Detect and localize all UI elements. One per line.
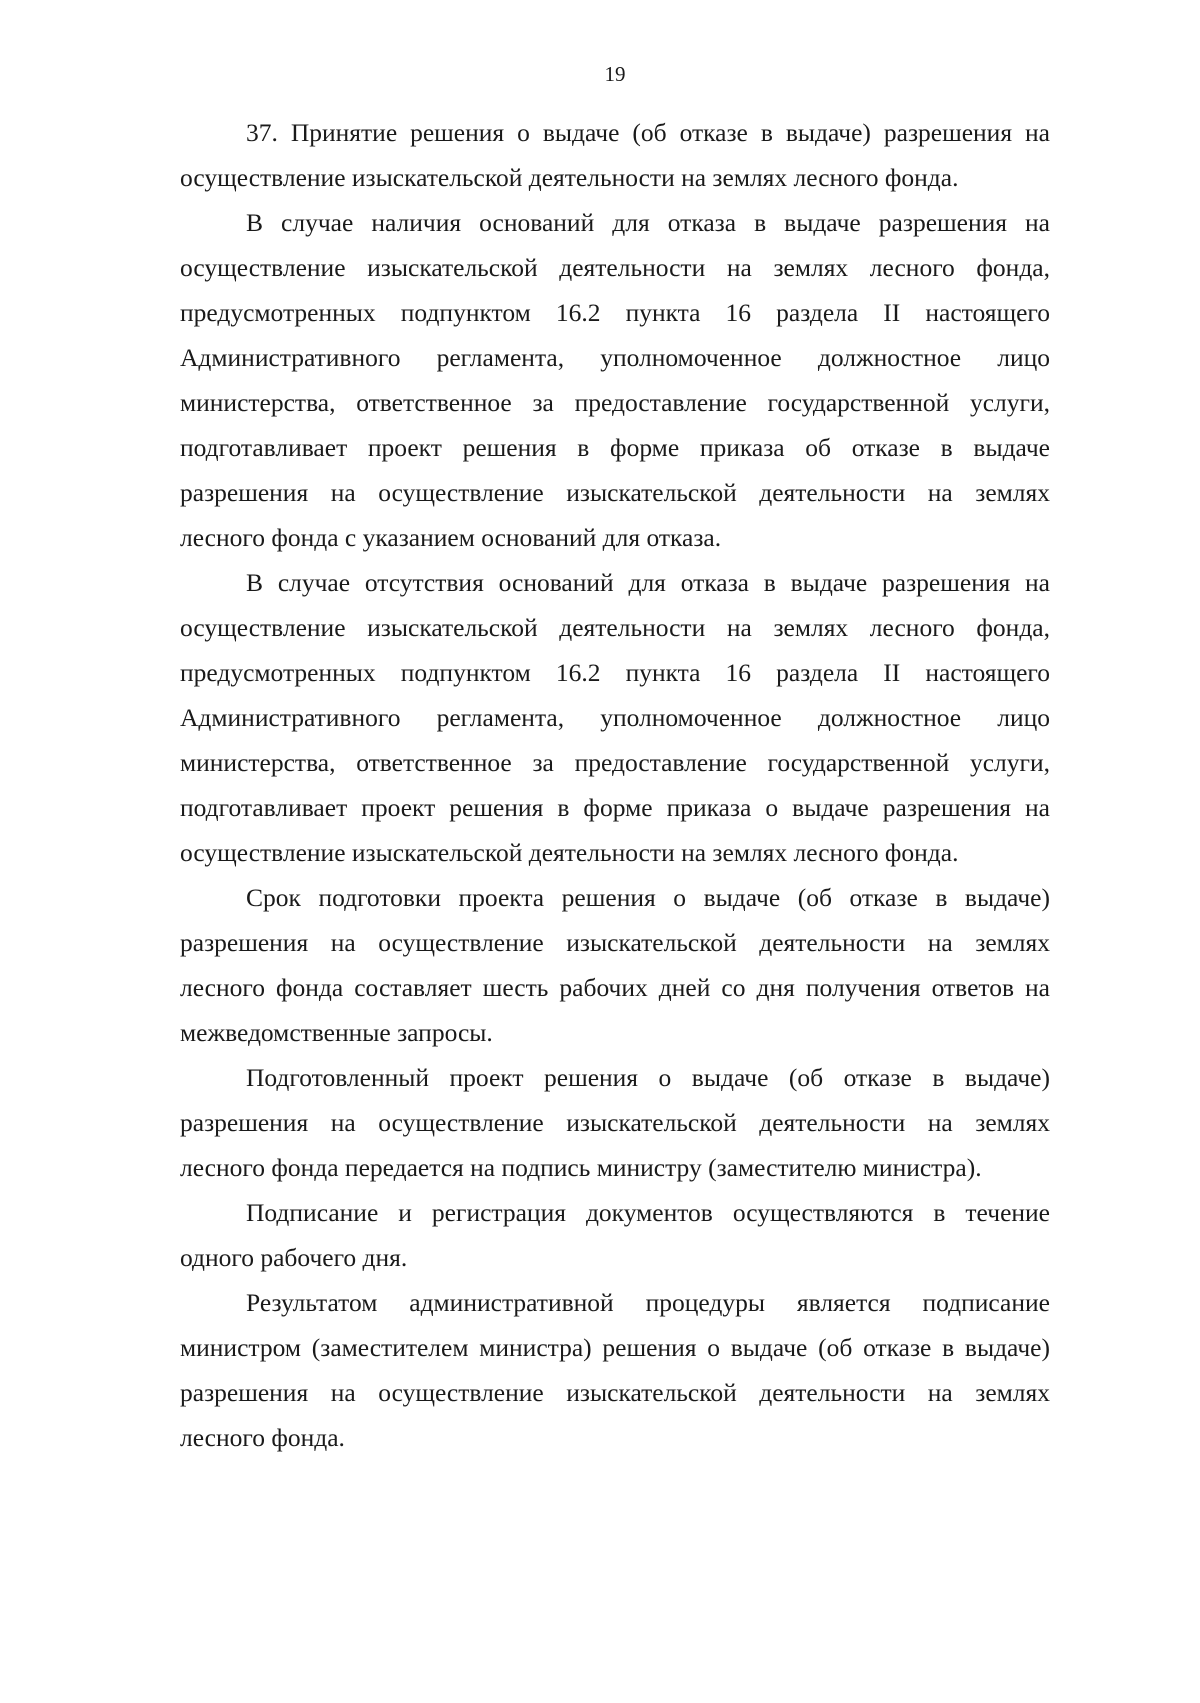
paragraph-line: Срок подготовки проекта решения о выдаче (об отказе в выдаче) [246,883,1050,912]
paragraph-line: разрешения на осуществление изыскательской деятельности на землях [180,1378,1050,1407]
paragraph-line: В случае наличия оснований для отказа в выдаче разрешения на [246,208,1050,237]
paragraph-line: разрешения на осуществление изыскательской деятельности на землях [180,478,1050,507]
paragraph-line: межведомственные запросы. [180,1018,493,1047]
paragraph-line: осуществление изыскательской деятельности на землях лесного фонда, [180,253,1050,282]
paragraph-line: Административного регламента, уполномоченное должностное лицо [180,703,1050,732]
paragraph-line: одного рабочего дня. [180,1243,408,1272]
paragraph-line: министерства, ответственное за предоставление государственной услуги, [180,388,1050,417]
page-number: 19 [604,62,626,86]
paragraph-line: осуществление изыскательской деятельности на землях лесного фонда. [180,838,959,867]
paragraph-line: подготавливает проект решения в форме приказа о выдаче разрешения на [180,793,1050,822]
paragraph-line: подготавливает проект решения в форме приказа об отказе в выдаче [180,433,1050,462]
paragraph-refusal-grounds [180,200,1050,560]
paragraph-line: предусмотренных подпунктом 16.2 пункта 16 раздела II настоящего [180,298,1050,327]
paragraph-line: осуществление изыскательской деятельности на землях лесного фонда, [180,613,1050,642]
paragraph-line: лесного фонда составляет шесть рабочих дней со дня получения ответов на [180,973,1050,1002]
paragraph-item-37 [180,110,1050,200]
paragraph-line: Административного регламента, уполномоченное должностное лицо [180,343,1050,372]
paragraph-line: осуществление изыскательской деятельности на землях лесного фонда. [180,163,959,192]
document-body [180,110,1050,1460]
paragraph-line: министром (заместителем министра) решения о выдаче (об отказе в выдаче) [180,1333,1050,1362]
paragraph-line: лесного фонда. [180,1423,345,1452]
paragraph-line: 37. Принятие решения о выдаче (об отказе в выдаче) разрешения на [246,118,1050,147]
paragraph-result [180,1280,1050,1460]
paragraph-line: разрешения на осуществление изыскательской деятельности на землях [180,1108,1050,1137]
paragraph-deadline [180,875,1050,1055]
paragraph-line: Результатом административной процедуры является подписание [246,1288,1050,1317]
paragraph-signing-transfer [180,1055,1050,1190]
paragraph-line: Подготовленный проект решения о выдаче (об отказе в выдаче) [246,1063,1050,1092]
paragraph-line: предусмотренных подпунктом 16.2 пункта 16 раздела II настоящего [180,658,1050,687]
paragraph-line: лесного фонда передается на подпись министру (заместителю министра). [180,1153,982,1182]
paragraph-line: Подписание и регистрация документов осуществляются в течение [246,1198,1050,1227]
paragraph-registration [180,1190,1050,1280]
paragraph-line: министерства, ответственное за предоставление государственной услуги, [180,748,1050,777]
paragraph-line: В случае отсутствия оснований для отказа в выдаче разрешения на [246,568,1050,597]
paragraph-no-refusal-grounds [180,560,1050,875]
paragraph-line: лесного фонда с указанием оснований для отказа. [180,523,722,552]
paragraph-line: разрешения на осуществление изыскательской деятельности на землях [180,928,1050,957]
